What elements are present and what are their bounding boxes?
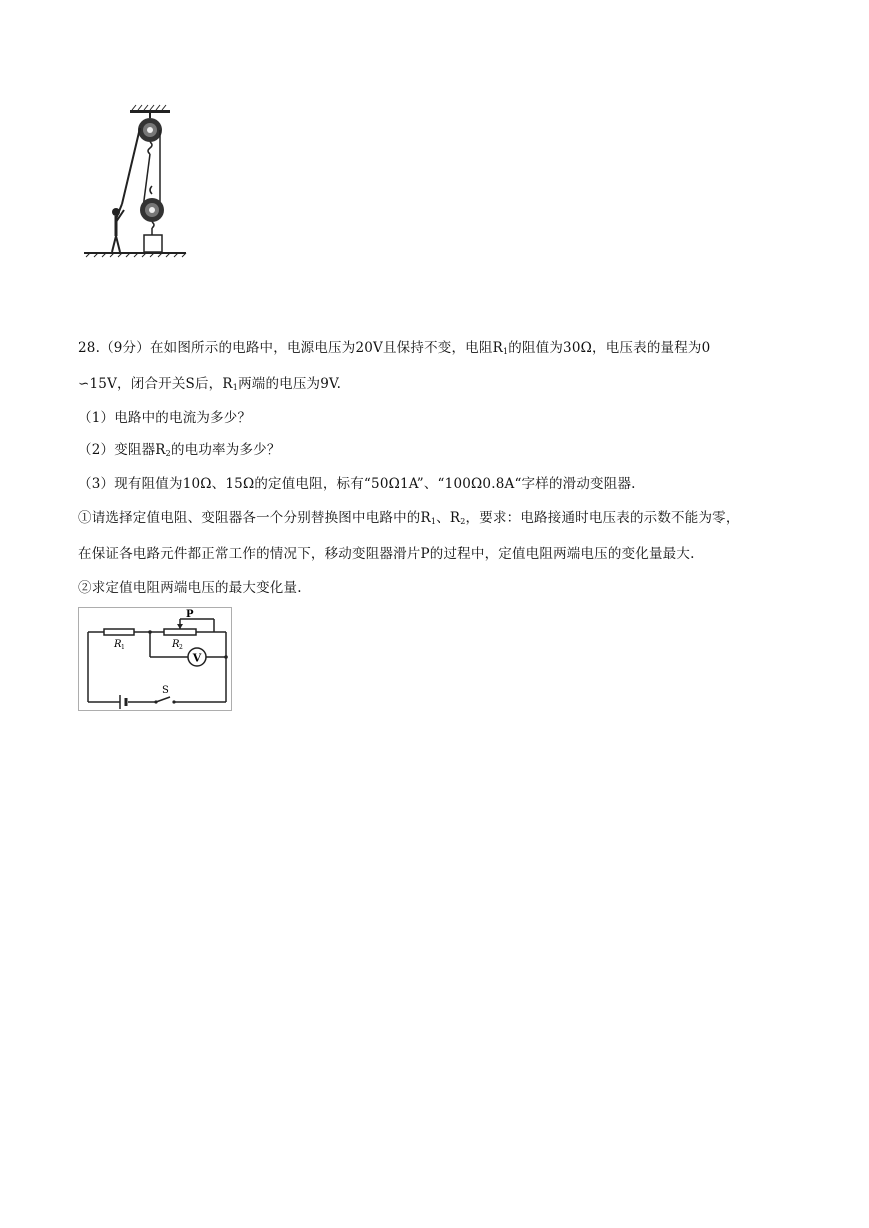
sub-question-1 [78, 408, 251, 428]
question-text: ∽15V，闭合开关S后，R [78, 376, 233, 392]
r1-subscript: 1 [121, 644, 125, 651]
question-text: 在保证各电路元件都正常工作的情况下，移动变阻器滑片P的过程中，定值电阻两端电压的变化量最大. [78, 546, 695, 562]
r2-subscript: 2 [179, 644, 183, 651]
subscript: 1 [430, 517, 437, 526]
question-text: 两端的电压为9V. [238, 376, 342, 392]
sub-item-1-line-1 [78, 508, 740, 528]
question-text: ①请选择定值电阻、变阻器各一个分别替换图中电路中的R [78, 510, 431, 526]
sub-item-1-line-2 [78, 544, 695, 564]
question-text: （2）变阻器R [78, 442, 166, 458]
subscript: 1 [232, 383, 239, 392]
question-text: （3）现有阻值为10Ω、15Ω的定值电阻，标有“50Ω1A”、“100Ω0.8A“字样的滑动变阻器. [78, 476, 636, 492]
circuit-drawing [78, 607, 233, 712]
circuit-figure [78, 607, 233, 712]
question-text: （1）电路中的电流为多少？ [78, 410, 252, 426]
sub-question-3 [78, 474, 636, 494]
question-text: 的电功率为多少？ [170, 442, 281, 458]
r2-label: R [172, 639, 180, 650]
switch-label: S [162, 685, 169, 696]
question-text: 的阻值为30Ω，电压表的量程为0 [508, 340, 711, 356]
question-text: 、R [436, 510, 461, 526]
question-text: 28.（9分）在如图所示的电路中，电源电压为20V且保持不变，电阻R [78, 340, 503, 356]
question-text: ②求定值电阻两端电压的最大变化量. [78, 580, 302, 596]
voltmeter-label: V [192, 651, 202, 665]
question-line-1 [78, 338, 710, 358]
pulley-figure [80, 104, 190, 264]
subscript: 2 [460, 517, 466, 526]
sub-question-2 [78, 440, 281, 460]
subscript: 2 [165, 449, 171, 458]
pulley-drawing [80, 104, 190, 264]
slider-label: P [186, 609, 194, 620]
sub-item-2 [78, 578, 302, 598]
question-line-2 [78, 374, 341, 394]
subscript: 1 [502, 347, 509, 356]
question-text: ，要求：电路接通时电压表的示数不能为零， [465, 510, 740, 526]
r1-label: R [114, 639, 122, 650]
